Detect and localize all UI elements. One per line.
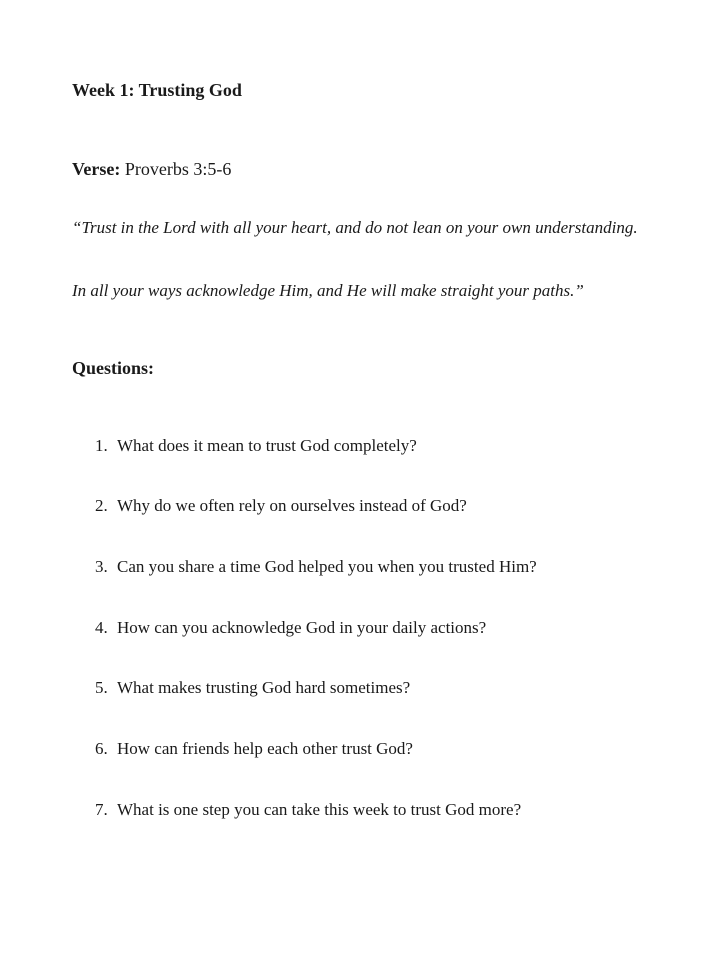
- question-text: Why do we often rely on ourselves instead of God?: [117, 496, 467, 515]
- list-item: [95, 617, 486, 639]
- verse-label: Verse:: [72, 159, 121, 179]
- question-number: 3.: [95, 557, 108, 576]
- question-number: 2.: [95, 496, 108, 515]
- question-number: 1.: [95, 436, 108, 455]
- list-item: [95, 799, 521, 821]
- question-text: What does it mean to trust God completely?: [117, 436, 417, 455]
- question-number: 6.: [95, 739, 108, 758]
- question-number: 5.: [95, 678, 108, 697]
- questions-heading: Questions:: [72, 358, 155, 378]
- list-item: [95, 435, 417, 457]
- question-text: How can friends help each other trust God?: [117, 739, 413, 758]
- question-text: What is one step you can take this week to trust God more?: [117, 800, 522, 819]
- page-title: Week 1: Trusting God: [72, 80, 242, 100]
- question-text: How can you acknowledge God in your daily actions?: [117, 618, 487, 637]
- list-item: [95, 738, 413, 760]
- verse-quote-line-2: In all your ways acknowledge Him, and He will make straight your paths.”: [72, 281, 584, 300]
- list-item: [95, 677, 410, 699]
- list-item: [95, 556, 537, 578]
- verse-reference-line: [72, 158, 231, 180]
- question-text: Can you share a time God helped you when you trusted Him?: [117, 557, 537, 576]
- question-number: 7.: [95, 800, 108, 819]
- list-item: [95, 495, 467, 517]
- verse-reference: Proverbs 3:5-6: [124, 159, 232, 179]
- verse-quote-line-1: “Trust in the Lord with all your heart, and do not lean on your own understanding.: [72, 218, 638, 237]
- question-text: What makes trusting God hard sometimes?: [117, 678, 411, 697]
- question-number: 4.: [95, 618, 108, 637]
